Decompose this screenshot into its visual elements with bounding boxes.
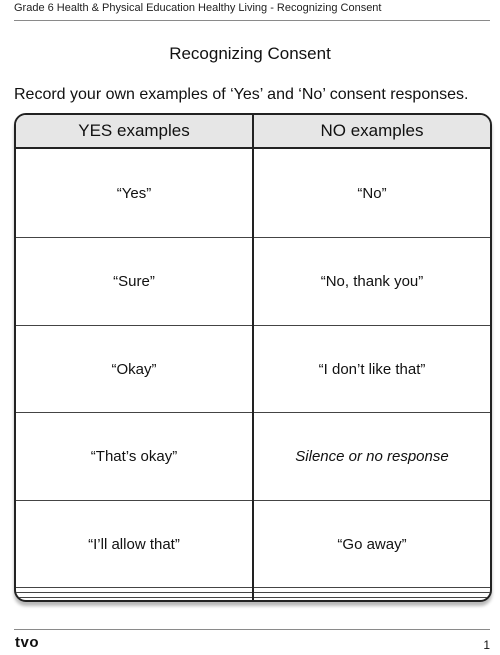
no-example-cell: “No” [357,184,387,202]
instructions-text: Record your own examples of ‘Yes’ and ‘No’ consent responses. [14,86,469,103]
table-row [16,325,490,412]
no-example-cell: Silence or no response [253,413,490,500]
no-example-cell: “I don’t like that” [253,325,490,412]
no-example-blank-cell[interactable] [253,598,490,601]
table-row [16,500,490,587]
page-header: Grade 6 Health & Physical Education Healthy Living - Recognizing Consent [14,2,382,14]
header-divider [14,20,490,21]
consent-examples-table [14,113,492,602]
yes-example-cell: “Sure” [16,238,253,325]
yes-example-cell: “Okay” [16,325,253,412]
no-example-cell: “No, thank you” [253,238,490,325]
no-example-cell: “Go away” [253,500,490,587]
yes-example-blank-cell[interactable] [16,598,253,601]
table-header-row [16,115,490,148]
yes-example-cell: “Yes” [16,148,253,238]
yes-example-cell: “I’ll allow that” [16,500,253,587]
table-row [16,238,490,325]
table-row [16,148,490,238]
table-row [16,413,490,500]
yes-example-cell: “That’s okay” [16,413,253,500]
tvo-logo: tvo [15,634,39,651]
yes-examples-header: YES examples [16,115,253,148]
footer-divider [14,629,490,630]
table-row [16,598,490,601]
page-title: Recognizing Consent [169,44,331,63]
page-number: 1 [483,638,490,652]
no-examples-header: NO examples [253,115,490,148]
